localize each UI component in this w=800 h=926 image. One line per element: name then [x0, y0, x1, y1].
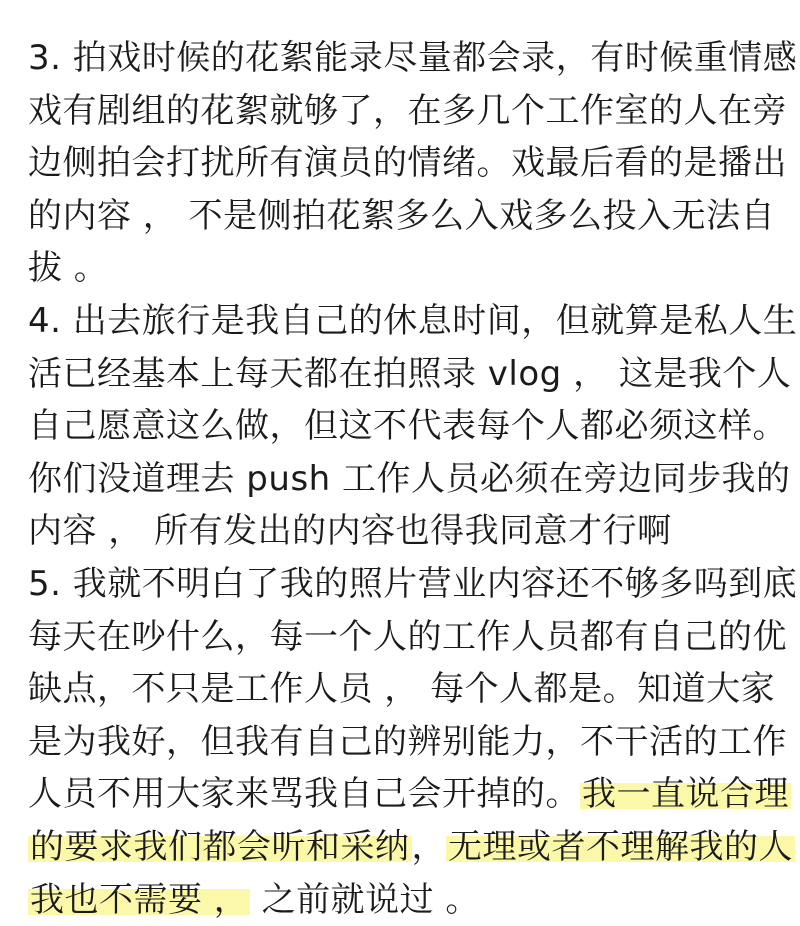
- highlighted-text: 我一直说合理: [580, 774, 791, 814]
- text-line-13: 缺点，不只是工作人员 ， 每个人都是。知道大家: [28, 663, 778, 716]
- text-line-3: 边侧拍会打扰所有演员的情绪。戏最后看的是播出: [28, 137, 778, 190]
- text-line-16: [28, 821, 778, 874]
- text-line-1: 3. 拍戏时候的花絮能录尽量都会录，有时候重情感: [28, 32, 778, 85]
- text-segment: ，: [412, 827, 447, 867]
- text-line-7: 活已经基本上每天都在拍照录 vlog ， 这是我个人: [28, 348, 778, 401]
- text-document: [28, 32, 778, 926]
- highlighted-text: 无理或者不理解我的人: [446, 827, 795, 867]
- text-line-4: 的内容 ， 不是侧拍花絮多么入戏多么投入无法自: [28, 190, 778, 243]
- text-line-12: 每天在吵什么，每一个人的工作人员都有自己的优: [28, 611, 778, 664]
- text-line-14: 是为我好，但我有自己的辨别能力，不干活的工作: [28, 716, 778, 769]
- text-line-17: [28, 874, 778, 926]
- text-segment: 人员不用大家来骂我自己会开掉的。: [28, 774, 580, 814]
- highlighted-text: 的要求我们都会听和采纳: [28, 827, 412, 867]
- text-line-9: 你们没道理去 push 工作人员必须在旁边同步我的: [28, 453, 778, 506]
- text-line-10: 内容 ， 所有发出的内容也得我同意才行啊: [28, 505, 778, 558]
- text-line-6: 4. 出去旅行是我自己的休息时间，但就算是私人生: [28, 295, 778, 348]
- text-line-15: [28, 768, 778, 821]
- text-line-5: 拔 。: [28, 242, 778, 295]
- highlighted-text: 我也不需要 ，: [28, 880, 250, 920]
- text-segment: 之前就说过 。: [250, 880, 480, 920]
- text-line-11: 5. 我就不明白了我的照片营业内容还不够多吗到底: [28, 558, 778, 611]
- text-line-2: 戏有剧组的花絮就够了，在多几个工作室的人在旁: [28, 85, 778, 138]
- text-line-8: 自己愿意这么做，但这不代表每个人都必须这样。: [28, 400, 778, 453]
